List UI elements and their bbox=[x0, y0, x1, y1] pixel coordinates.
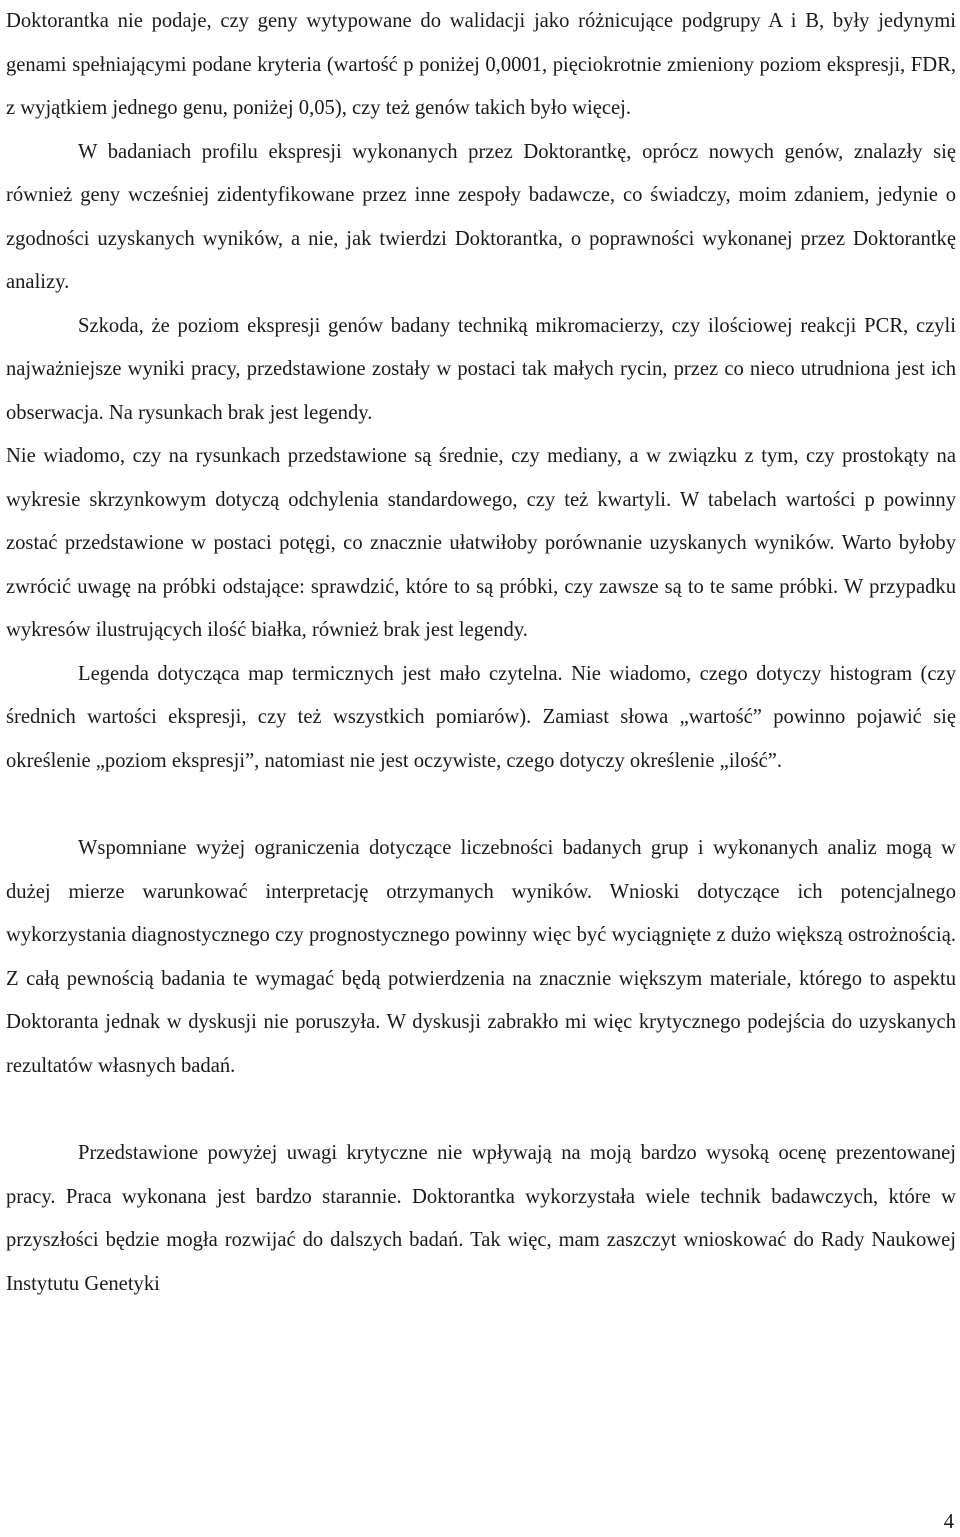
page-number: 4 bbox=[943, 1511, 954, 1533]
paragraph-7: Przedstawione powyżej uwagi krytyczne nie wpływają na moją bardzo wysoką ocenę prezentowanej pracy. Praca wykonana jest bardzo starannie. Doktorantka wykorzystała wiele technik badawczych, które w przyszłości będzie mogła rozwijać do dalszych badań. Tak więc, mam zaszczyt wnioskować do Rady Naukowej Instytutu Genetyki bbox=[6, 1142, 956, 1295]
paragraph-4: Nie wiadomo, czy na rysunkach przedstawione są średnie, czy mediany, a w związku z tym, czy prostokąty na wykresie skrzynkowym dotyczą odchylenia standardowego, czy też kwartyli. W tabelach wartości p powinny zostać przedstawione w postaci potęgi, co znacznie ułatwiłoby porównanie uzyskanych wyników. Warto byłoby zwrócić uwagę na próbki odstające: sprawdzić, które to są próbki, czy zawsze są to te same próbki. W przypadku wykresów ilustrujących ilość białka, również brak jest legendy. bbox=[6, 445, 956, 641]
paragraph-2: W badaniach profilu ekspresji wykonanych przez Doktorantkę, oprócz nowych genów, znalazły się również geny wcześniej zidentyfikowane przez inne zespoły badawcze, co świadczy, moim zdaniem, jedynie o zgodności uzyskanych wyników, a nie, jak twierdzi Doktorantka, o poprawności wykonanej przez Doktorantkę analizy. bbox=[6, 140, 956, 293]
paragraph-spacer bbox=[6, 1088, 956, 1132]
paragraph-6: Wspomniane wyżej ograniczenia dotyczące liczebności badanych grup i wykonanych analiz mogą w dużej mierze warunkować interpretację otrzymanych wyników. Wnioski dotyczące ich potencjalnego wykorzystania diagnostycznego czy prognostycznego powinny więc być wyciągnięte z dużo większą ostrożnością. Z całą pewnością badania te wymagać będą potwierdzenia na znacznie większym materiale, którego to aspektu Doktoranta jednak w dyskusji nie poruszyła. W dyskusji zabrakło mi więc krytycznego podejścia do uzyskanych rezultatów własnych badań. bbox=[6, 837, 956, 1077]
document-page bbox=[6, 0, 956, 1306]
paragraph-5: Legenda dotycząca map termicznych jest mało czytelna. Nie wiadomo, czego dotyczy histogram (czy średnich wartości ekspresji, czy też wszystkich pomiarów). Zamiast słowa „wartość” powinno pojawić się określenie „poziom ekspresji”, natomiast nie jest oczywiste, czego dotyczy określenie „ilość”. bbox=[6, 662, 956, 772]
paragraph-3: Szkoda, że poziom ekspresji genów badany techniką mikromacierzy, czy ilościowej reakcji PCR, czyli najważniejsze wyniki pracy, przedstawione zostały w postaci tak małych rycin, przez co nieco utrudniona jest ich obserwacja. Na rysunkach brak jest legendy. bbox=[6, 314, 956, 424]
paragraph-spacer bbox=[6, 783, 956, 827]
paragraph-1: Doktorantka nie podaje, czy geny wytypowane do walidacji jako różnicujące podgrupy A i B, były jedynymi genami spełniającymi podane kryteria (wartość p poniżej 0,0001, pięciokrotnie zmieniony poziom ekspresji, FDR, z wyjątkiem jednego genu, poniżej 0,05), czy też genów takich było więcej. bbox=[6, 10, 956, 119]
